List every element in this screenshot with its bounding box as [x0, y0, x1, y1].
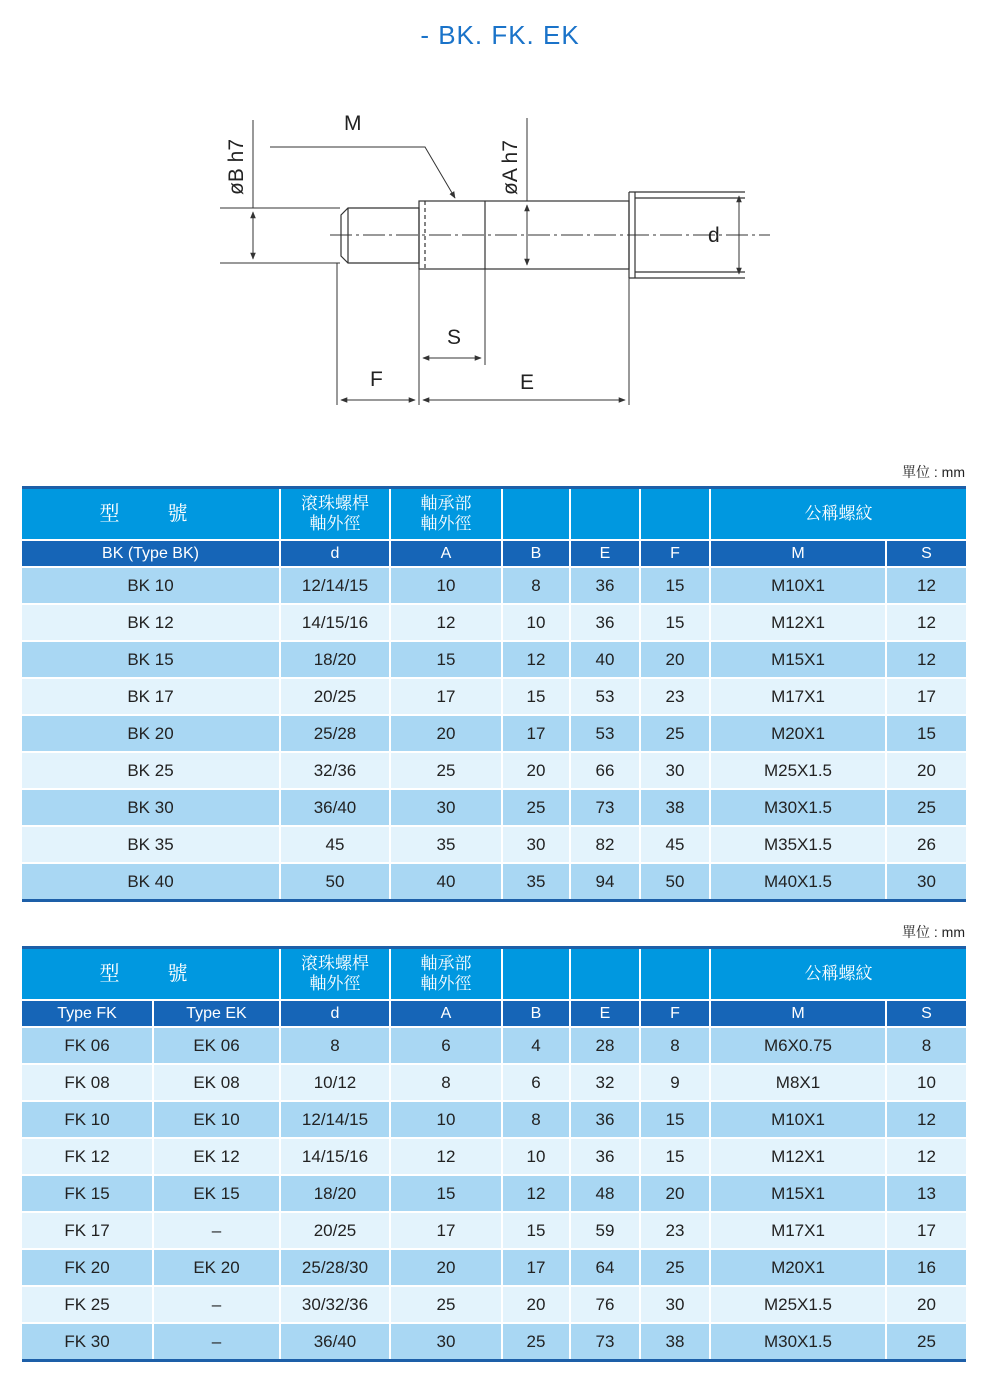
label-s: S: [447, 326, 462, 349]
table-cell: FK 20: [22, 1249, 153, 1286]
label-e: E: [520, 371, 535, 394]
table-cell: 36: [570, 1101, 640, 1138]
table-cell: 20: [502, 1286, 570, 1323]
table-cell: 20: [640, 641, 710, 678]
table-cell: M20X1: [710, 715, 886, 752]
table-cell: 14/15/16: [280, 604, 390, 641]
table-cell: 13: [886, 1175, 966, 1212]
table-cell: 8: [886, 1027, 966, 1064]
column-header: d: [280, 1000, 390, 1027]
table-cell: 25/28/30: [280, 1249, 390, 1286]
table-row: [22, 1138, 966, 1175]
column-header: M: [710, 1000, 886, 1027]
table-cell: BK 30: [22, 789, 280, 826]
table-cell: 25/28: [280, 715, 390, 752]
table-cell: M25X1.5: [710, 1286, 886, 1323]
column-header: S: [886, 1000, 966, 1027]
table-cell: FK 06: [22, 1027, 153, 1064]
table-cell: 30: [640, 752, 710, 789]
table-row: [22, 715, 966, 752]
table-cell: 35: [390, 826, 502, 863]
table-row: [22, 1064, 966, 1101]
table-cell: BK 25: [22, 752, 280, 789]
table-cell: 25: [390, 1286, 502, 1323]
table-cell: 36: [570, 567, 640, 604]
table-cell: 30: [390, 1323, 502, 1361]
table-cell: M8X1: [710, 1064, 886, 1101]
unit-label-bk: 單位 : mm: [902, 464, 965, 480]
table-cell: 17: [886, 1212, 966, 1249]
table-cell: M12X1: [710, 1138, 886, 1175]
label-d: d: [708, 224, 720, 247]
header-bearing-diameter: 軸承部 軸外徑: [390, 948, 502, 1001]
table-cell: 8: [640, 1027, 710, 1064]
table-cell: 15: [390, 1175, 502, 1212]
table-cell: 59: [570, 1212, 640, 1249]
table-cell: 15: [640, 1138, 710, 1175]
column-header: A: [390, 540, 502, 567]
table-cell: 12: [886, 567, 966, 604]
table-cell: 10: [502, 604, 570, 641]
table-cell: 30: [640, 1286, 710, 1323]
table-cell: 32/36: [280, 752, 390, 789]
column-header: F: [640, 540, 710, 567]
table-cell: FK 12: [22, 1138, 153, 1175]
table-cell: M15X1: [710, 641, 886, 678]
table-cell: EK 06: [153, 1027, 280, 1064]
column-header: A: [390, 1000, 502, 1027]
table-cell: 8: [502, 567, 570, 604]
table-row: [22, 1212, 966, 1249]
table-cell: 12: [390, 1138, 502, 1175]
table-cell: 32: [570, 1064, 640, 1101]
table-cell: 14/15/16: [280, 1138, 390, 1175]
label-f: F: [370, 368, 383, 391]
table-cell: 10: [502, 1138, 570, 1175]
table-cell: 15: [640, 567, 710, 604]
table-cell: 53: [570, 678, 640, 715]
table-cell: 12/14/15: [280, 567, 390, 604]
column-header: Type FK: [22, 1000, 153, 1027]
table-cell: EK 20: [153, 1249, 280, 1286]
table-cell: 35: [502, 863, 570, 901]
table-cell: M17X1: [710, 678, 886, 715]
table-cell: 26: [886, 826, 966, 863]
table-row: [22, 863, 966, 901]
table-cell: EK 10: [153, 1101, 280, 1138]
table-cell: 12: [886, 1138, 966, 1175]
table-cell: FK 17: [22, 1212, 153, 1249]
table-cell: 12: [886, 1101, 966, 1138]
column-header: S: [886, 540, 966, 567]
table-row: [22, 1323, 966, 1361]
column-header: BK (Type BK): [22, 540, 280, 567]
column-header: B: [502, 1000, 570, 1027]
table-cell: M10X1: [710, 567, 886, 604]
table-cell: M25X1.5: [710, 752, 886, 789]
table-cell: 48: [570, 1175, 640, 1212]
table-cell: 10/12: [280, 1064, 390, 1101]
table-cell: 36/40: [280, 1323, 390, 1361]
table-cell: 76: [570, 1286, 640, 1323]
column-header: E: [570, 540, 640, 567]
table-row: [22, 567, 966, 604]
column-header: B: [502, 540, 570, 567]
table-cell: 17: [502, 1249, 570, 1286]
header-screw-diameter: 滾珠螺桿 軸外徑: [280, 948, 390, 1001]
table-cell: 18/20: [280, 641, 390, 678]
table-cell: 12: [502, 641, 570, 678]
table-cell: BK 40: [22, 863, 280, 901]
table-cell: 17: [390, 678, 502, 715]
table-cell: 15: [640, 604, 710, 641]
table-cell: 23: [640, 1212, 710, 1249]
table-cell: 30: [502, 826, 570, 863]
shaft-end-drawing: [0, 0, 1000, 420]
table-cell: –: [153, 1286, 280, 1323]
table-cell: 50: [640, 863, 710, 901]
table-row: [22, 1101, 966, 1138]
table-row: [22, 789, 966, 826]
table-cell: M17X1: [710, 1212, 886, 1249]
column-header: Type EK: [153, 1000, 280, 1027]
table-cell: 25: [502, 789, 570, 826]
table-cell: BK 10: [22, 567, 280, 604]
table-cell: FK 10: [22, 1101, 153, 1138]
label-a: øA h7: [499, 140, 522, 195]
table-cell: 20: [390, 715, 502, 752]
table-cell: 25: [886, 789, 966, 826]
table-row: [22, 752, 966, 789]
table-cell: BK 17: [22, 678, 280, 715]
table-cell: 36: [570, 604, 640, 641]
table-cell: 94: [570, 863, 640, 901]
table-cell: 53: [570, 715, 640, 752]
table-row: [22, 1027, 966, 1064]
table-cell: EK 12: [153, 1138, 280, 1175]
header-model: 型 號: [22, 948, 280, 1001]
table-cell: M40X1.5: [710, 863, 886, 901]
label-b: øB h7: [225, 138, 248, 195]
table-cell: 15: [390, 641, 502, 678]
table-cell: 40: [570, 641, 640, 678]
column-header: F: [640, 1000, 710, 1027]
table-cell: FK 30: [22, 1323, 153, 1361]
table-cell: 8: [502, 1101, 570, 1138]
table-cell: 18/20: [280, 1175, 390, 1212]
table-cell: 20: [390, 1249, 502, 1286]
table-cell: 82: [570, 826, 640, 863]
table-cell: 4: [502, 1027, 570, 1064]
table-cell: 10: [390, 567, 502, 604]
table-cell: 12: [886, 641, 966, 678]
table-row: [22, 604, 966, 641]
table-cell: 16: [886, 1249, 966, 1286]
table-cell: 9: [640, 1064, 710, 1101]
table-cell: 17: [886, 678, 966, 715]
header-thread: 公稱螺紋: [710, 488, 966, 541]
table-cell: 12: [502, 1175, 570, 1212]
table-cell: 20: [502, 752, 570, 789]
table-cell: M20X1: [710, 1249, 886, 1286]
table-cell: M15X1: [710, 1175, 886, 1212]
column-header: d: [280, 540, 390, 567]
bk-spec-table: [22, 486, 966, 902]
table-cell: M12X1: [710, 604, 886, 641]
table-cell: BK 35: [22, 826, 280, 863]
table-cell: FK 25: [22, 1286, 153, 1323]
table-cell: EK 15: [153, 1175, 280, 1212]
table-cell: –: [153, 1323, 280, 1361]
table-cell: FK 15: [22, 1175, 153, 1212]
table-cell: 73: [570, 789, 640, 826]
table-cell: 50: [280, 863, 390, 901]
table-row: [22, 1286, 966, 1323]
page-title: - BK. FK. EK: [420, 20, 580, 50]
table-cell: 6: [390, 1027, 502, 1064]
table-cell: M6X0.75: [710, 1027, 886, 1064]
table-cell: 66: [570, 752, 640, 789]
table-cell: 30/32/36: [280, 1286, 390, 1323]
table-cell: 64: [570, 1249, 640, 1286]
table-cell: 40: [390, 863, 502, 901]
table-row: [22, 641, 966, 678]
table-cell: 20/25: [280, 1212, 390, 1249]
table-cell: 10: [886, 1064, 966, 1101]
table-cell: M30X1.5: [710, 789, 886, 826]
table-cell: 10: [390, 1101, 502, 1138]
table-cell: 20: [886, 1286, 966, 1323]
table-cell: 36/40: [280, 789, 390, 826]
table-cell: BK 15: [22, 641, 280, 678]
unit-label-fk: 單位 : mm: [902, 924, 965, 940]
table-cell: 30: [886, 863, 966, 901]
table-cell: 73: [570, 1323, 640, 1361]
table-cell: 17: [390, 1212, 502, 1249]
fk-spec-table: [22, 946, 966, 1362]
table-row: [22, 826, 966, 863]
table-row: [22, 1249, 966, 1286]
table-cell: 12/14/15: [280, 1101, 390, 1138]
table-cell: 25: [390, 752, 502, 789]
header-bearing-diameter: 軸承部 軸外徑: [390, 488, 502, 541]
table-cell: 15: [502, 678, 570, 715]
table-cell: 20: [640, 1175, 710, 1212]
column-header: M: [710, 540, 886, 567]
table-cell: 12: [886, 604, 966, 641]
table-cell: 30: [390, 789, 502, 826]
table-cell: 8: [280, 1027, 390, 1064]
table-cell: 28: [570, 1027, 640, 1064]
table-cell: 45: [640, 826, 710, 863]
table-cell: 6: [502, 1064, 570, 1101]
table-cell: 17: [502, 715, 570, 752]
table-cell: 8: [390, 1064, 502, 1101]
table-cell: M10X1: [710, 1101, 886, 1138]
table-cell: M35X1.5: [710, 826, 886, 863]
header-thread: 公稱螺紋: [710, 948, 966, 1001]
table-cell: 38: [640, 1323, 710, 1361]
table-cell: BK 20: [22, 715, 280, 752]
table-cell: M30X1.5: [710, 1323, 886, 1361]
header-screw-diameter: 滾珠螺桿 軸外徑: [280, 488, 390, 541]
table-cell: 12: [390, 604, 502, 641]
table-cell: 15: [640, 1101, 710, 1138]
table-cell: 20: [886, 752, 966, 789]
table-cell: BK 12: [22, 604, 280, 641]
table-cell: 15: [502, 1212, 570, 1249]
table-cell: 36: [570, 1138, 640, 1175]
table-cell: 15: [886, 715, 966, 752]
table-cell: 25: [502, 1323, 570, 1361]
table-row: [22, 678, 966, 715]
table-cell: 20/25: [280, 678, 390, 715]
table-cell: 25: [886, 1323, 966, 1361]
table-cell: EK 08: [153, 1064, 280, 1101]
table-cell: 25: [640, 715, 710, 752]
table-cell: 45: [280, 826, 390, 863]
header-model: 型 號: [22, 488, 280, 541]
table-cell: 38: [640, 789, 710, 826]
label-m: M: [344, 112, 362, 135]
table-row: [22, 1175, 966, 1212]
table-cell: 25: [640, 1249, 710, 1286]
table-cell: 23: [640, 678, 710, 715]
table-cell: –: [153, 1212, 280, 1249]
table-cell: FK 08: [22, 1064, 153, 1101]
column-header: E: [570, 1000, 640, 1027]
